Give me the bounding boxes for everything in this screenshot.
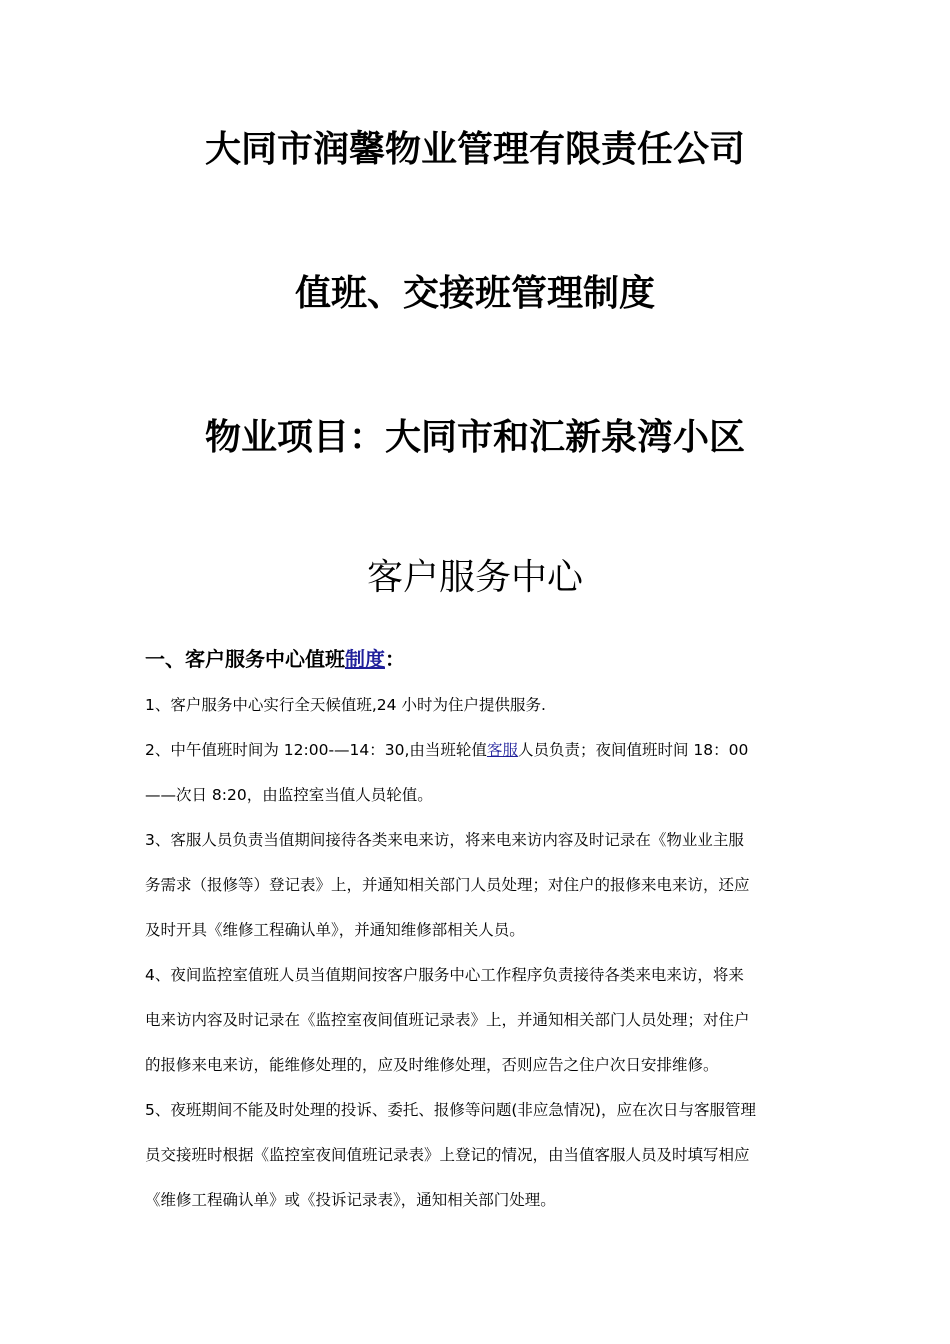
paragraph-line-7: 4、夜间监控室值班人员当值期间按客户服务中心工作程序负责接待各类来电来访，将来	[145, 966, 744, 984]
paragraph-line-1: 1、客户服务中心实行全天候值班,24 小时为住户提供服务.	[145, 696, 546, 714]
paragraph-line-4: 3、客服人员负责当值期间接待各类来电来访，将来电来访内容及时记录在《物业业主服	[145, 831, 744, 849]
paragraph-line-2-start: 2、中午值班时间为 12:00-—14：30,由当班轮值	[145, 741, 487, 759]
company-title: 大同市润馨物业管理有限责任公司	[204, 129, 745, 170]
section-heading	[145, 644, 405, 674]
department-title: 客户服务中心	[366, 557, 583, 598]
section-heading-suffix: ：	[385, 647, 405, 671]
section-heading-prefix: 一、客户服务中心值班	[145, 647, 345, 671]
paragraph-line-10: 5、夜班期间不能及时处理的投诉、委托、报修等问题(非应急情况)，应在次日与客服管理	[145, 1101, 756, 1119]
paragraph-line-11: 员交接班时根据《监控室夜间值班记录表》上登记的情况，由当值客服人员及时填写相应	[145, 1146, 750, 1164]
regulation-link[interactable]: 制度	[345, 647, 385, 671]
paragraph-line-8: 电来访内容及时记录在《监控室夜间值班记录表》上，并通知相关部门人员处理；对住户	[145, 1011, 750, 1029]
paragraph-line-3: ——次日 8:20，由监控室当值人员轮值。	[145, 786, 433, 804]
paragraph-line-2-end: 人员负责；夜间值班时间 18：00	[517, 741, 749, 759]
paragraph-line-5: 务需求（报修等）登记表》上，并通知相关部门人员处理；对住户的报修来电来访，还应	[145, 876, 750, 894]
paragraph-line-9: 的报修来电来访，能维修处理的，应及时维修处理，否则应告之住户次日安排维修。	[145, 1056, 719, 1074]
customer-service-link[interactable]: 客服	[486, 741, 518, 759]
paragraph-line-12: 《维修工程确认单》或《投诉记录表》，通知相关部门处理。	[145, 1191, 556, 1209]
paragraph-line-6: 及时开具《维修工程确认单》，并通知维修部相关人员。	[145, 921, 525, 939]
paragraph-line-2	[145, 739, 748, 761]
project-title: 物业项目：大同市和汇新泉湾小区	[204, 417, 745, 458]
regulation-title: 值班、交接班管理制度	[294, 273, 655, 314]
